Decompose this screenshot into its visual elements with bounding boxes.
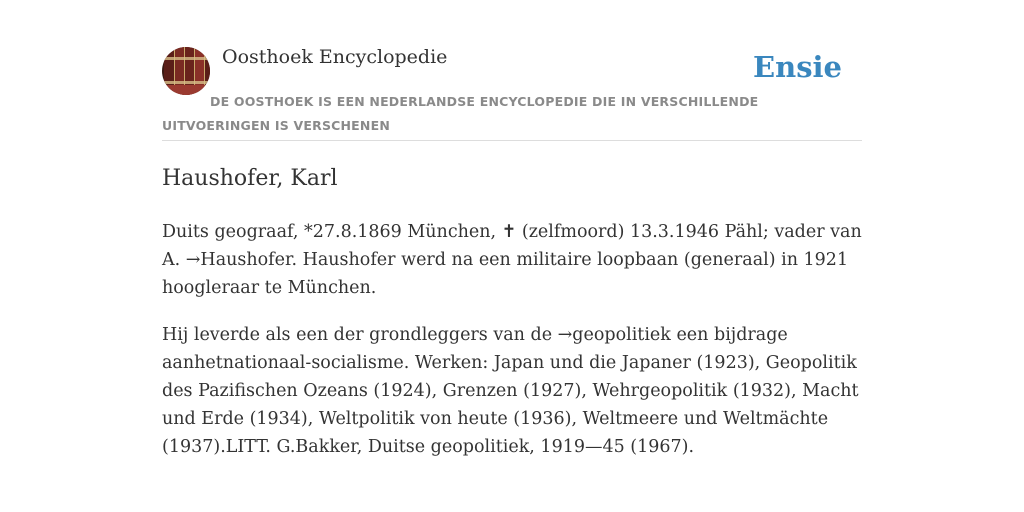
site-tagline: DE OOSTHOEK IS EEN NEDERLANDSE ENCYCLOPEDIE DIE IN VERSCHILLENDE UITVOERINGEN IS VERSCHENEN: [162, 94, 759, 133]
site-title[interactable]: Oosthoek Encyclopedie: [222, 46, 448, 68]
article-paragraph: Hij leverde als een der grondleggers van de →geopolitiek een bijdrage aanhetnationaal-socialisme. Werken: Japan und die Japaner (1923), Geopolitik des Pazifischen Ozeans (1924), Grenzen (1927), Wehrgeopolitik (1932), Macht und Erde (1934), Weltpolitik von heute (1936), Weltmeere und Weltmächte (1937).LITT. G.Bakker, Duitse geopolitiek, 1919—45 (1967).: [162, 325, 859, 457]
article: [162, 160, 862, 480]
brand-logo[interactable]: Ensie: [753, 50, 842, 84]
article-title: Haushofer, Karl: [162, 166, 338, 191]
header: [162, 46, 862, 141]
encyclopedia-books-avatar[interactable]: [162, 47, 210, 95]
article-paragraph: Duits geograaf, *27.8.1869 München, ✝ (zelfmoord) 13.3.1946 Pähl; vader van A. →Haushofer. Haushofer werd na een militaire loopbaan (generaal) in 1921 hoogleraar te München.: [162, 222, 862, 298]
